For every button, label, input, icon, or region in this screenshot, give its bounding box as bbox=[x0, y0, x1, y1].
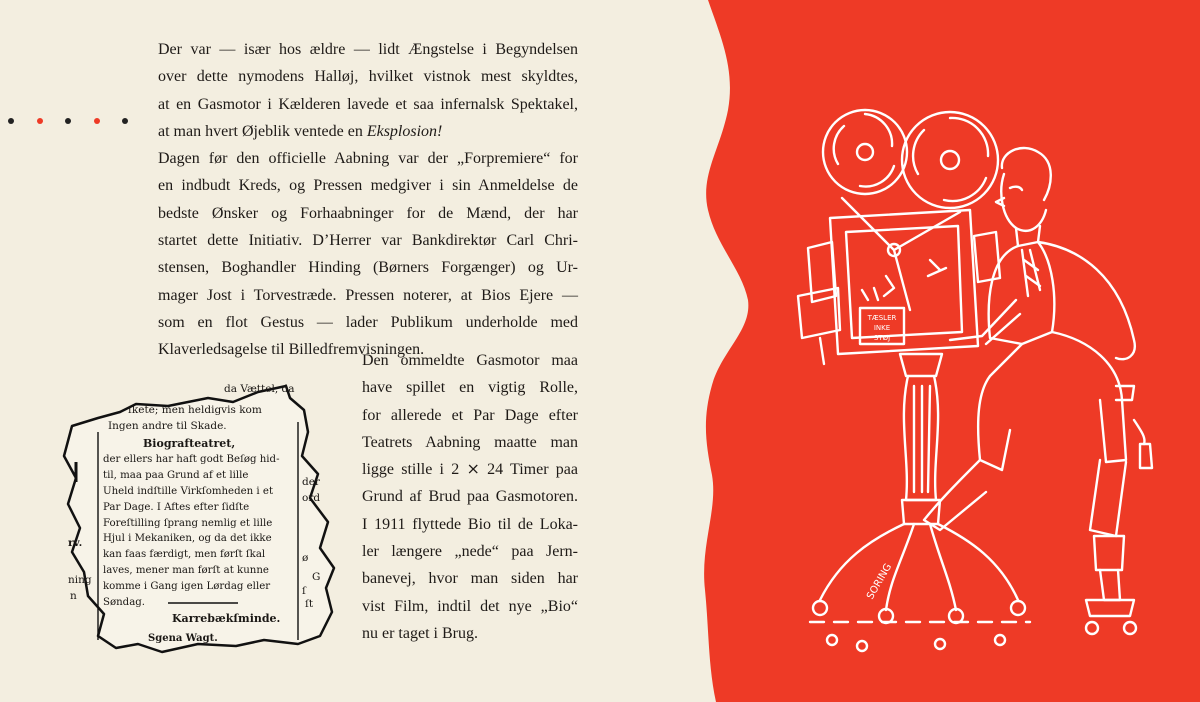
clipping-line: Uheld indſtille Virkſomheden i et bbox=[103, 485, 274, 497]
clipping-fragment: ſkete; men heldigvis kom bbox=[128, 404, 262, 416]
text-line: Der var — især hos ældre — lidt Ængstelse i Begyndelsen bbox=[158, 41, 578, 58]
text-line: Den ommeldte Gasmotor maa bbox=[362, 352, 578, 369]
clipping-line: Søndag. bbox=[103, 597, 146, 609]
dot bbox=[37, 118, 43, 124]
clipping-line: til, maa paa Grund af et lille bbox=[103, 469, 249, 481]
dot bbox=[94, 118, 100, 124]
clipping-signature: Karrebækſminde. bbox=[172, 612, 281, 625]
projector-body bbox=[798, 198, 1000, 364]
text-line: I 1911 flyttede Bio til de Loka- bbox=[362, 515, 578, 533]
text-line: mager Jost i Torvestræde. Pressen noterer, at Bios Ejere — bbox=[158, 286, 578, 304]
projectionist bbox=[924, 148, 1152, 634]
clipping-fragment: ø bbox=[302, 552, 309, 564]
clipping-fragment: ord bbox=[302, 492, 321, 504]
decorative-dots bbox=[8, 118, 138, 130]
emphasis-word: Eksplosion! bbox=[366, 122, 443, 140]
dot bbox=[65, 118, 71, 124]
clipping-line: kan faas færdigt, men førſt ſkal bbox=[103, 549, 266, 561]
projector-stand bbox=[810, 354, 1030, 651]
text-line: have spillet en vigtig Rolle, bbox=[362, 379, 578, 397]
text-line: stensen, Boghandler Hinding (Børners Forgænger) og Ur- bbox=[158, 259, 578, 277]
projectionist-illustration bbox=[790, 100, 1180, 660]
text-line: en indbudt Kreds, og Pressen medgiver i sin Anmeldelse de bbox=[158, 177, 578, 195]
clipping-fragment: Ingen andre til Skade. bbox=[108, 420, 227, 432]
clipping-line: Foreſtilling ſprang nemlig et lille bbox=[103, 517, 273, 529]
clipping-line: Par Dage. I Aftes efter ſidſte bbox=[103, 501, 250, 513]
text-line: Dagen før den officielle Aabning var der „Forpremiere“ for bbox=[158, 150, 578, 168]
text-line: Grund af Brud paa Gasmotoren. bbox=[362, 488, 578, 506]
sign-line: STØJ bbox=[873, 334, 891, 342]
clipping-masthead: Sgena Wagt. bbox=[148, 633, 218, 644]
text-line-start: at man hvert Øjeblik ventede en bbox=[158, 122, 363, 140]
side-paragraph bbox=[362, 347, 578, 647]
clipping-fragment: ning bbox=[68, 574, 92, 586]
clipping-line: komme i Gang igen Lørdag eller bbox=[103, 581, 271, 593]
clipping-article bbox=[103, 398, 293, 611]
text-line: vist Film, indtil det nye „Bio“ bbox=[362, 597, 578, 615]
clipping-line: Hjul i Mekaniken, og da det ikke bbox=[103, 533, 272, 545]
text-line: for allerede et Par Dage efter bbox=[362, 406, 578, 424]
dot bbox=[8, 118, 14, 124]
sign-line: INKE bbox=[873, 324, 891, 332]
clipping-heading: Biografteatret, bbox=[143, 437, 236, 450]
clipping-fragment: da Vættel, da bbox=[224, 383, 295, 395]
film-reel-left bbox=[823, 110, 907, 194]
clipping-fragment: n bbox=[70, 590, 77, 602]
sign-line: TÆSLER bbox=[867, 314, 897, 322]
text-line: startet dette Initiativ. D’Herrer var Bankdirektør Carl Chri- bbox=[158, 232, 578, 250]
artist-signature: SORING bbox=[865, 561, 895, 602]
film-reel-right bbox=[902, 112, 998, 208]
text-line: som en flot Gestus — lader Publikum underholde med bbox=[158, 313, 578, 331]
clipping-fragment: G bbox=[312, 571, 321, 583]
clipping-line: der ellers har haft godt Beſøg hid- bbox=[103, 453, 280, 465]
dot bbox=[122, 118, 128, 124]
text-line: over dette nymodens Halløj, hvilket vistnok mest skyldtes, bbox=[158, 68, 578, 86]
text-line: banevej, hvor man siden har bbox=[362, 570, 578, 588]
projector-sign bbox=[860, 308, 904, 344]
text-line: Klaverledsagelse til Billedfremvisningen. bbox=[158, 341, 425, 359]
text-line: nu er taget i Brug. bbox=[362, 624, 478, 642]
text-line: ligge stille i 2 ⨯ 24 Timer paa bbox=[362, 461, 578, 479]
clipping-line: laves, mener man førſt at kunne bbox=[103, 565, 269, 577]
text-line: ler længere „nede“ paa Jern- bbox=[362, 543, 578, 561]
clipping-fragment: rv. bbox=[68, 537, 83, 549]
clipping-fragment: ſ bbox=[302, 585, 306, 597]
clipping-fragment: der bbox=[302, 476, 320, 488]
text-line bbox=[158, 118, 578, 145]
text-line: at en Gasmotor i Kælderen lavede et saa infernalsk Spektakel, bbox=[158, 95, 578, 113]
main-paragraph bbox=[158, 36, 578, 364]
text-line: Teatrets Aabning maatte man bbox=[362, 433, 578, 451]
clipping-fragment: ſt bbox=[305, 598, 314, 610]
text-line: bedste Ønsker og Forhaabninger for de Mænd, der har bbox=[158, 204, 578, 222]
